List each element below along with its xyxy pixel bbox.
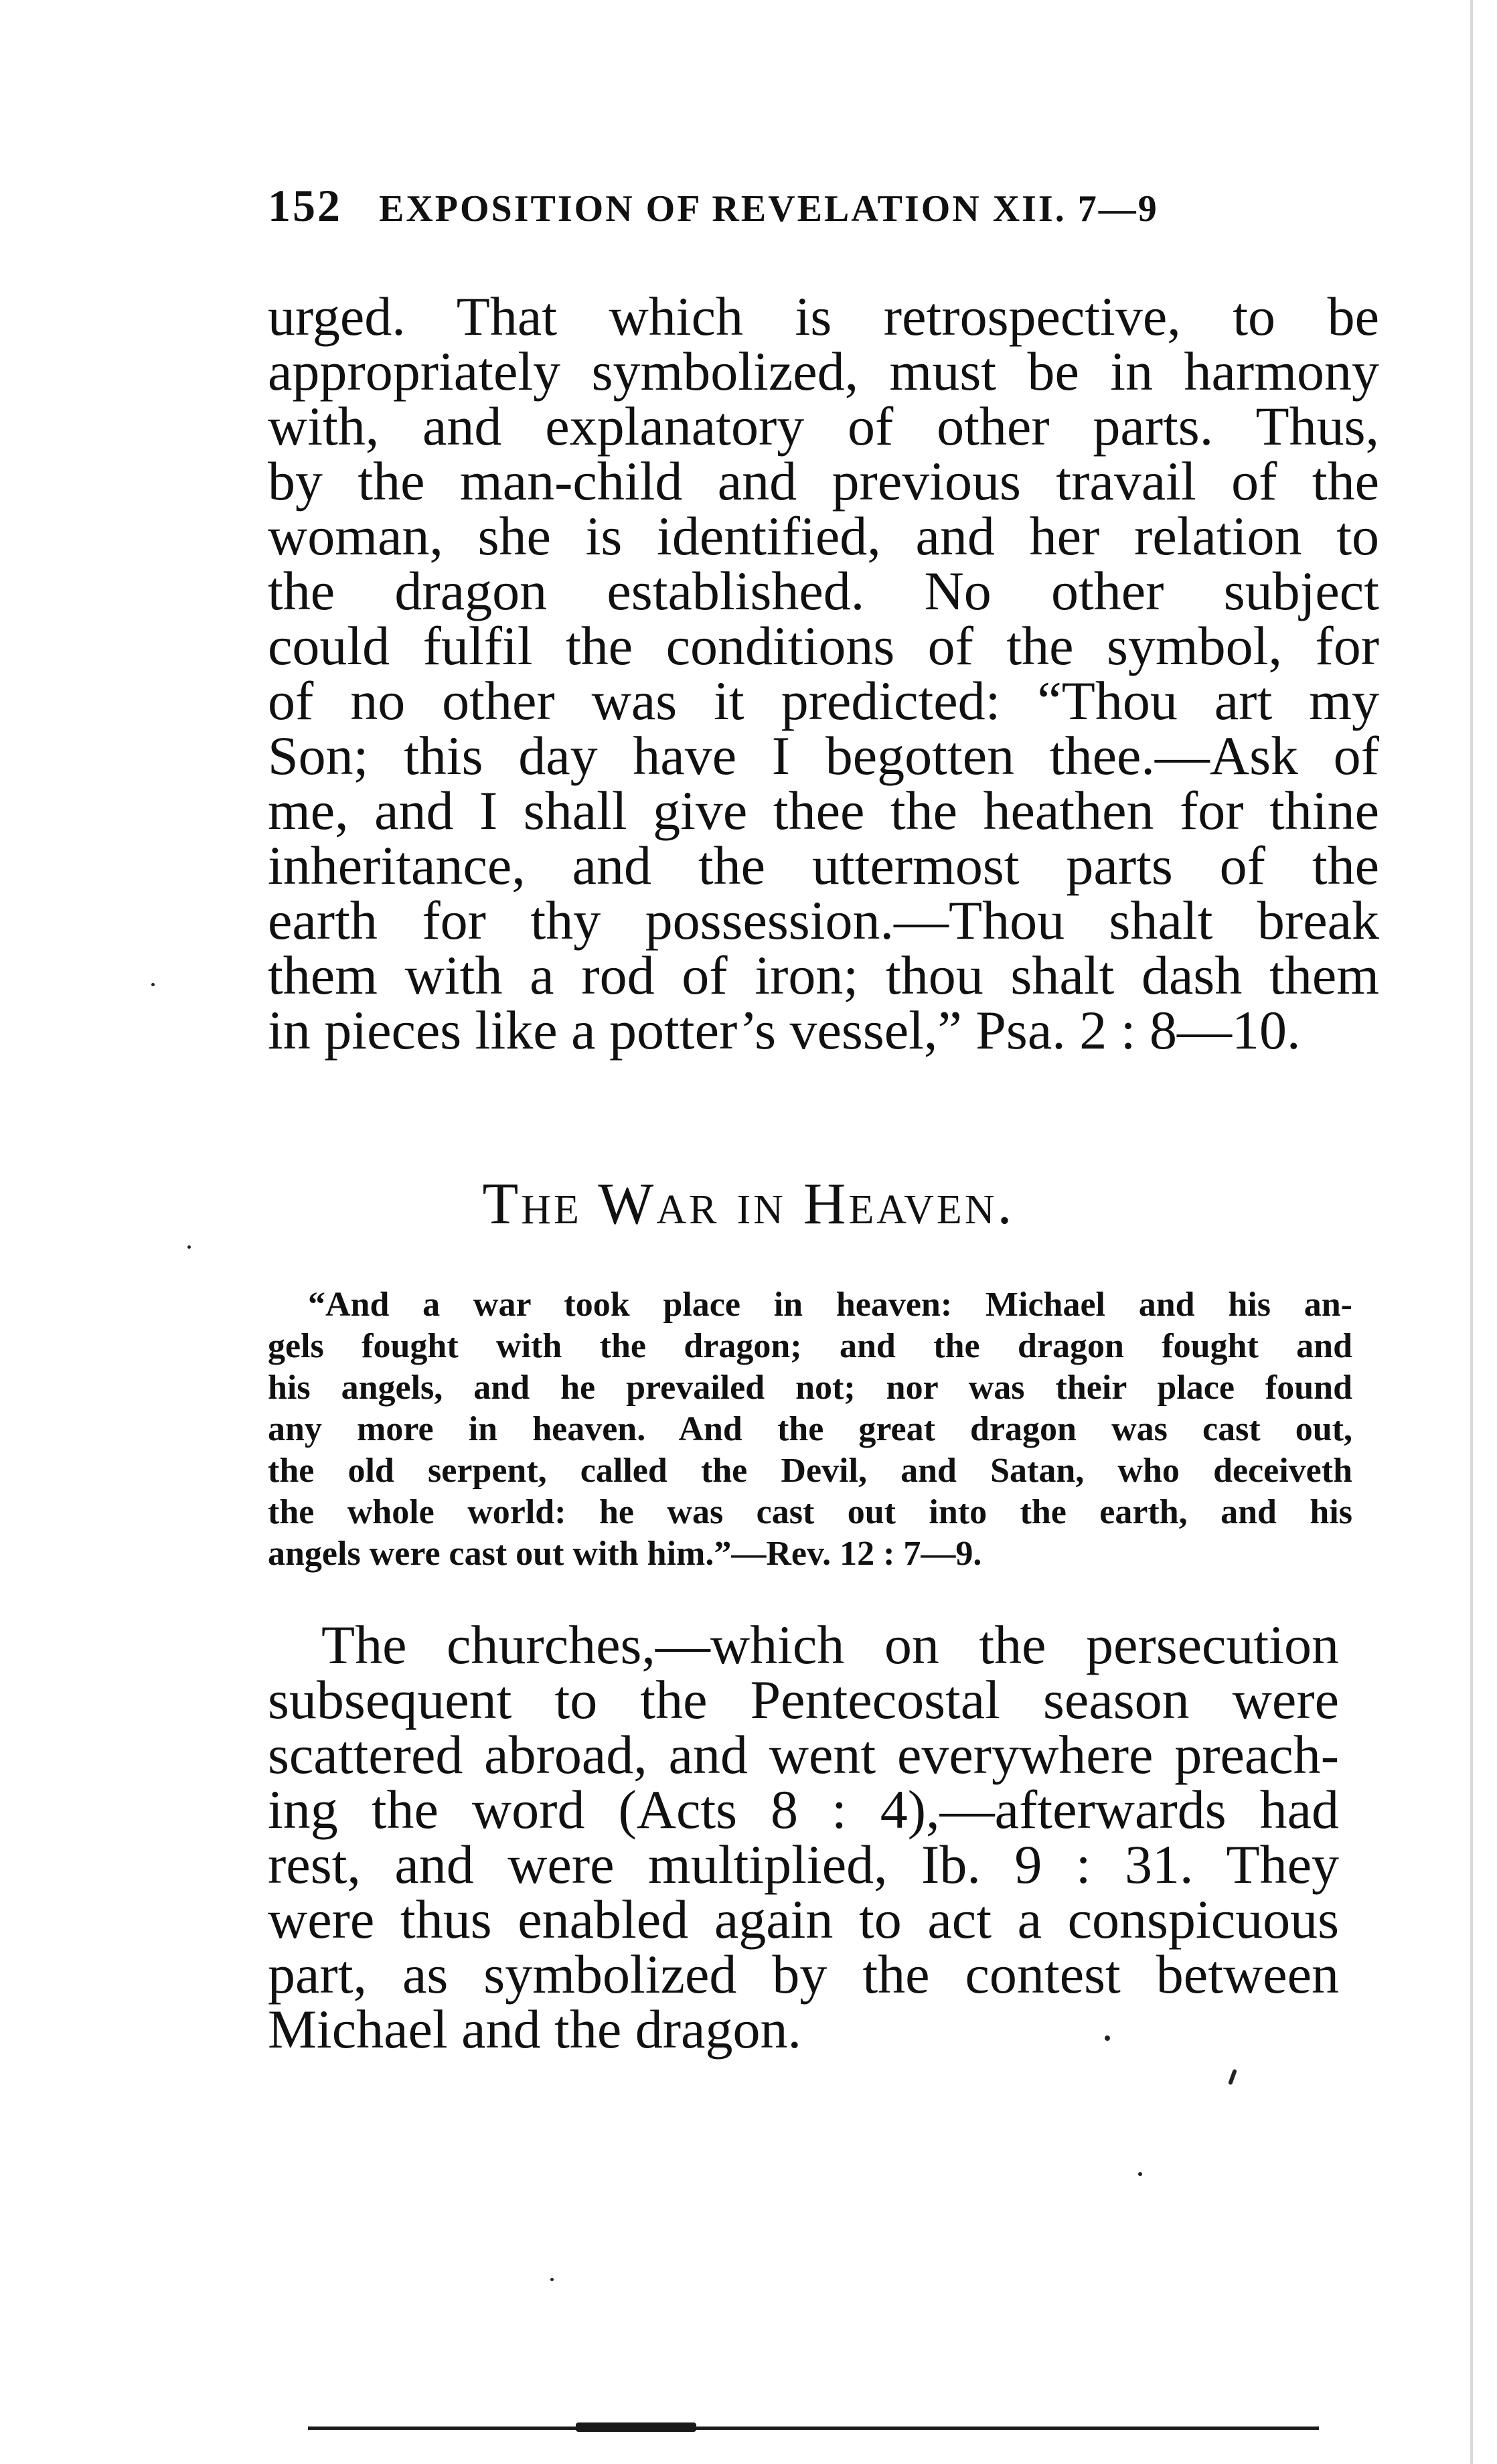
paragraph-line: subsequent to the Pentecostal season were	[268, 1669, 1339, 1730]
paragraph-line: appropriately symbolized, must be in harmony	[268, 341, 1379, 402]
paragraph-line: with, and explanatory of other parts. Thus,	[268, 396, 1379, 457]
section-heading: The War in Heaven.	[482, 1172, 1015, 1237]
quote-line: “And a war took place in heaven: Michael and his an-	[308, 1286, 1352, 1324]
quote-line: the old serpent, called the Devil, and Satan, who deceiveth	[268, 1452, 1352, 1490]
page-number: 152	[268, 180, 342, 231]
ink-speck	[151, 983, 155, 986]
paragraph-line: part, as symbolized by the contest between	[268, 1944, 1339, 2005]
quote-line: gels fought with the dragon; and the dragon fought and	[268, 1327, 1352, 1365]
ink-speck	[1105, 2035, 1110, 2041]
paragraph-line: the dragon established. No other subject	[268, 560, 1379, 621]
paragraph-line: scattered abroad, and went everywhere preach-	[268, 1724, 1339, 1785]
ink-speck	[550, 2278, 554, 2281]
paragraph-line: rest, and were multiplied, Ib. 9 : 31. They	[268, 1834, 1339, 1895]
paragraph-line: woman, she is identified, and her relation to	[268, 506, 1379, 566]
paragraph-line: The churches,—which on the persecution	[321, 1614, 1339, 1675]
quote-line: his angels, and he prevailed not; nor was their place found	[268, 1369, 1352, 1407]
ink-speck	[1138, 2172, 1142, 2176]
ink-speck	[1228, 2069, 1237, 2086]
paragraph-line: them with a rod of iron; thou shalt dash them	[268, 945, 1379, 1006]
paragraph-1	[268, 286, 1379, 1061]
paragraph-line: ing the word (Acts 8 : 4),—afterwards had	[268, 1779, 1339, 1840]
paragraph-line: inheritance, and the uttermost parts of the	[268, 835, 1379, 896]
scripture-quote	[268, 1284, 1352, 1575]
ink-speck	[187, 1245, 191, 1249]
bottom-rule	[308, 2427, 1319, 2430]
quote-line: angels were cast out with him.”—Rev. 12 : 7—9.	[268, 1535, 982, 1573]
running-title: EXPOSITION OF REVELATION XII. 7—9	[379, 188, 1159, 230]
running-header	[268, 179, 1272, 240]
paragraph-2	[268, 1614, 1339, 2060]
paragraph-line: Michael and the dragon.	[268, 1999, 801, 2060]
paragraph-line: me, and I shall give thee the heathen for thine	[268, 780, 1379, 841]
paragraph-line: of no other was it predicted: “Thou art my	[268, 670, 1379, 731]
paragraph-line: in pieces like a potter’s vessel,” Psa. 2 : 8—10.	[268, 1000, 1301, 1061]
paragraph-line: earth for thy possession.—Thou shalt break	[268, 890, 1379, 951]
paragraph-line: urged. That which is retrospective, to be	[268, 286, 1379, 347]
paragraph-line: Son; this day have I begotten thee.—Ask of	[268, 725, 1379, 786]
paragraph-line: were thus enabled again to act a conspicuous	[268, 1889, 1339, 1950]
bottom-rule-ornament	[576, 2422, 696, 2432]
quote-line: any more in heaven. And the great dragon was cast out,	[268, 1410, 1352, 1448]
paragraph-line: could fulfil the conditions of the symbol, for	[268, 615, 1379, 676]
paragraph-line: by the man-child and previous travail of the	[268, 451, 1379, 512]
quote-line: the whole world: he was cast out into the earth, and his	[268, 1493, 1352, 1531]
